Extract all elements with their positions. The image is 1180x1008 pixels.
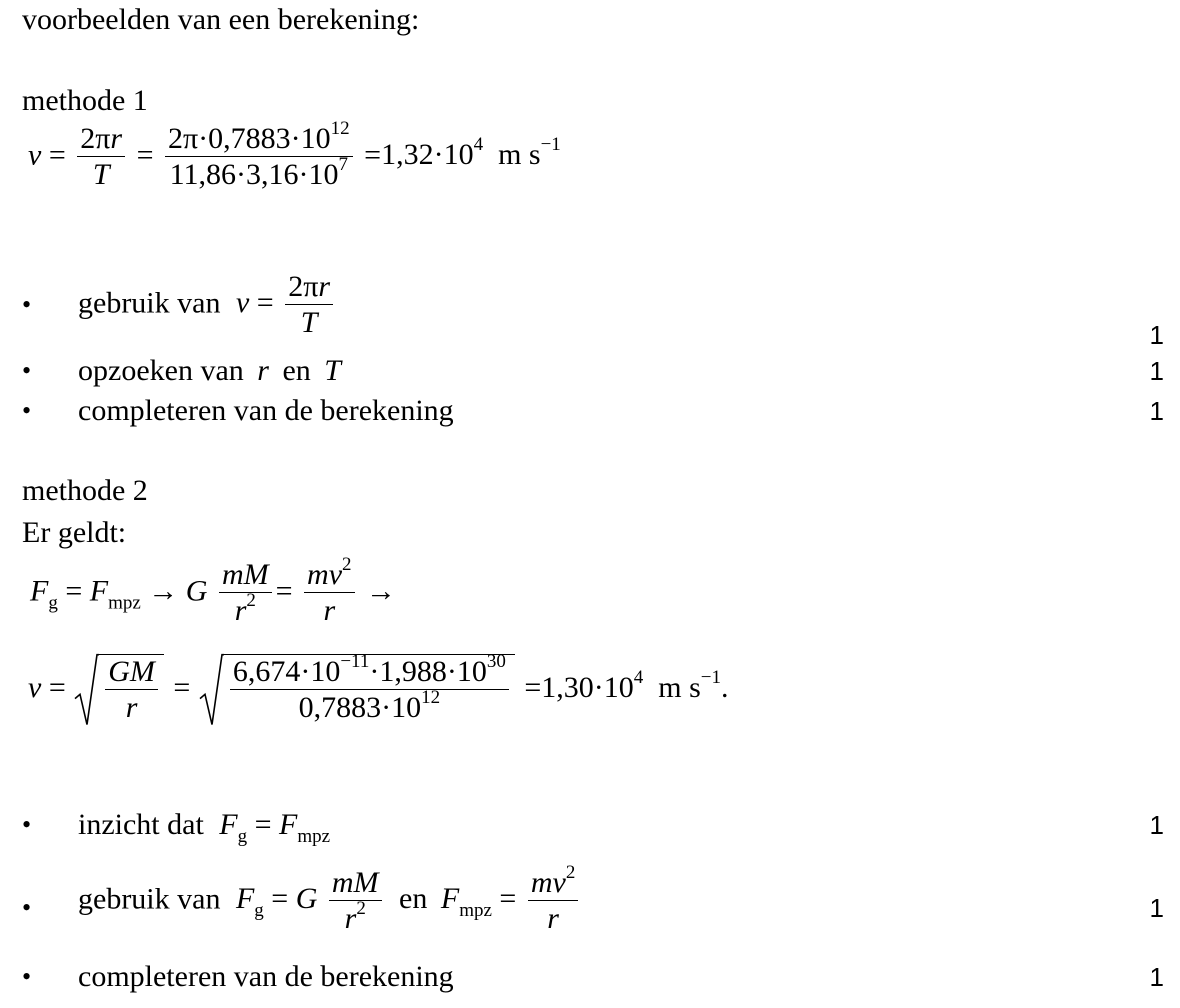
bullet: • — [22, 290, 32, 319]
score: 1 — [1149, 356, 1164, 386]
criterion-opzoeken: opzoeken van r en T — [78, 354, 341, 387]
sqrt-symbol: $\frac{6,674\cdot 10^{-11}\cdot 1,988\cdot 10^{30}}{0,7883\cdot 10^{12}}$ — [200, 654, 515, 726]
bullet: • — [22, 893, 32, 922]
criterion-gebruik-formules: gebruik van $F_g = G$ $\frac{mM}{r^2}$ en $F_{mpz}$ = $\frac{mv^2}{r}$ — [78, 866, 582, 937]
bullet: • — [22, 396, 32, 425]
method2-unit: m $s^{-1}$. — [658, 666, 729, 704]
method1-title: methode 1 — [22, 84, 148, 117]
criterion-completeren: completeren van de berekening — [78, 960, 454, 993]
intro-text: voorbeelden van een berekening: — [22, 3, 420, 36]
method2-title: methode 2 — [22, 474, 148, 507]
method1-unit: m $s^{-1}$ — [498, 134, 561, 172]
score: 1 — [1149, 893, 1164, 923]
criterion-completeren: completeren van de berekening — [78, 394, 454, 427]
method2-result: $1,30\cdot 10^4$ — [541, 666, 644, 704]
sqrt-symbol: $\frac{GM}{r}$ — [75, 654, 164, 726]
method2-equation-velocity: v = $\frac{GM}{r}$ = $\frac{6,674\cdot 10^{-11}\cdot 1,988\cdot 10^{30}}{0,7883\cdot 10^{12}}$ $=1,30\cdot 10^4$ m $s^{-1}$. — [28, 651, 729, 724]
criterion-gebruik-formule: gebruik van v = $\frac{2\pi r}{T}$ — [78, 270, 337, 341]
criterion-inzicht: inzicht dat $F_g = F_{mpz}$ — [78, 808, 331, 847]
fraction-numeric: $\frac{2\pi\cdot 0,7883\cdot 10^{12}}{11,86\cdot 3,16\cdot 10^7}$ — [165, 122, 353, 193]
score: 1 — [1149, 810, 1164, 840]
method2-equation-forces: $F_g = F_{mpz} \to G$ $\frac{mM}{r^2}$ = $\frac{mv^2}{r}$ → — [30, 554, 397, 627]
bullet: • — [22, 962, 32, 991]
score: 1 — [1149, 396, 1164, 426]
bullet: • — [22, 810, 32, 839]
method2-subtitle: Er geldt: — [22, 516, 127, 549]
fraction-2pir-over-T: $\frac{2\pi r}{T}$ — [77, 122, 125, 193]
score: 1 — [1149, 320, 1164, 350]
score: 1 — [1149, 962, 1164, 992]
method1-formula: v = $\frac{2\pi r}{T}$ = $\frac{2\pi\cdot 0,7883\cdot 10^{12}}{11,86\cdot 3,16\cdot 10^7}$ $=1,32\cdot 10^4$ m $s^{-1}$ — [28, 118, 561, 191]
bullet: • — [22, 356, 32, 385]
method1-result: $1,32\cdot 10^4$ — [381, 134, 484, 172]
